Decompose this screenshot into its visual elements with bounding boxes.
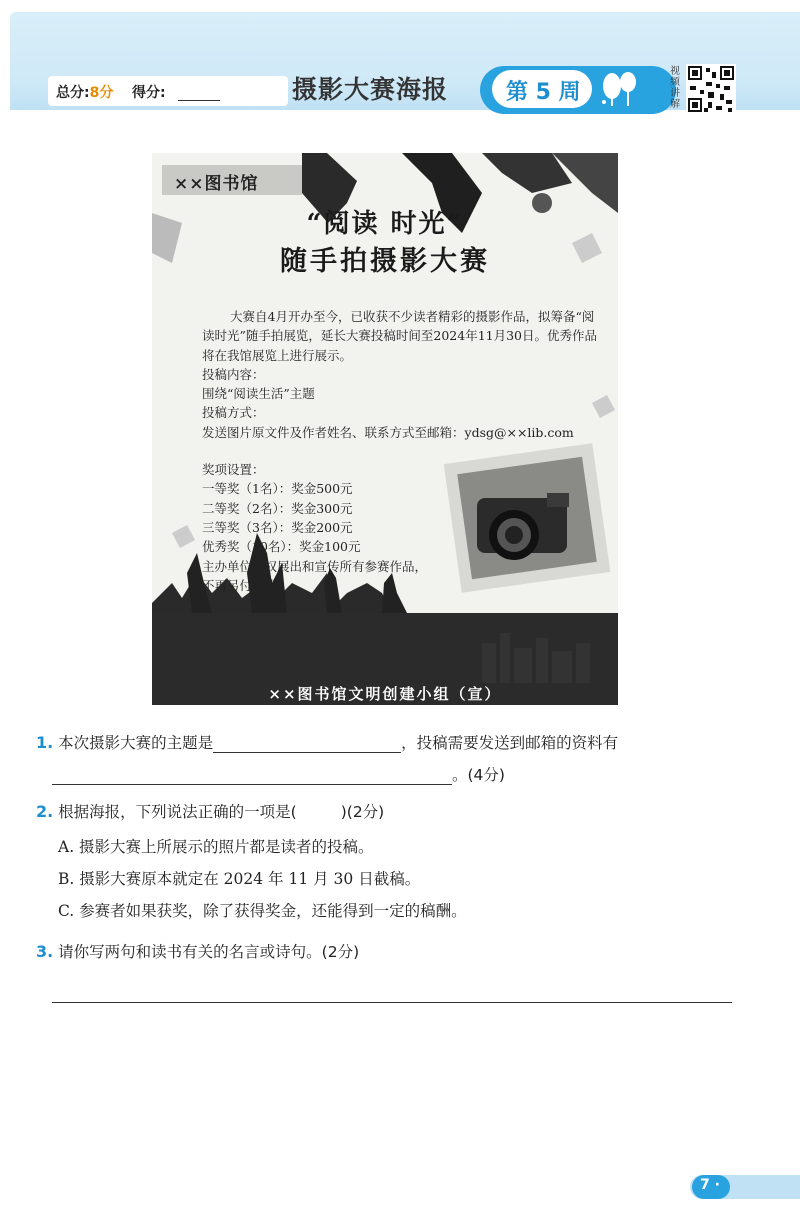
poster-method-label: 投稿方式： <box>202 405 265 421</box>
poster-prize-label: 奖项设置： <box>202 462 265 478</box>
score-blank[interactable] <box>178 100 220 101</box>
qr-code-icon[interactable] <box>686 64 736 114</box>
question-number: 1. <box>36 733 54 752</box>
question-1 <box>36 731 618 753</box>
answer-line[interactable] <box>52 1002 732 1003</box>
question-score: (2分) <box>321 943 360 961</box>
poster-footer-text: ××图书馆文明创建小组（宣） <box>268 685 502 703</box>
poster-method-value: 发送图片原文件及作者姓名、联系方式至邮箱：ydsg@××lib.com <box>202 424 574 440</box>
poster-content-label: 投稿内容： <box>202 366 265 382</box>
week-label: 第 5 周 <box>506 80 581 105</box>
poster-note-line2: 不再另付稿酬。 <box>202 577 290 593</box>
poster-prize: 三等奖（3名）：奖金200元 <box>202 519 353 535</box>
page-title: 摄影大赛海报 <box>292 75 449 104</box>
poster-title-line2: 随手拍摄影大赛 <box>280 246 490 277</box>
score-label: 得分: <box>132 85 166 101</box>
question-number: 3. <box>36 942 54 961</box>
poster-tag <box>162 165 302 195</box>
qr-label: 视频讲解 <box>670 66 680 110</box>
answer-blank[interactable] <box>52 766 452 785</box>
question-text: 请你写两句和读书有关的名言或诗句。 <box>58 943 322 961</box>
poster <box>152 153 618 705</box>
poster-prize: 二等奖（2名）：奖金300元 <box>202 500 353 516</box>
answer-slot[interactable] <box>297 803 341 821</box>
question-number: 2. <box>36 802 54 821</box>
poster-content-value: 围绕“阅读生活”主题 <box>202 386 315 402</box>
page-number: 7 · <box>700 1177 720 1193</box>
trees-icon <box>598 72 642 108</box>
poster-prize: 优秀奖（10名）：奖金100元 <box>202 539 361 555</box>
question-2 <box>36 800 384 822</box>
question-score: 。(4分) <box>452 766 505 784</box>
poster-intro: 大赛自4月开办至今，已收获不少读者精彩的摄影作品，拟筹备“阅读时光”随手拍展览，延长大赛投稿时间至2024年11月30日。优秀作品将在我馆展览上进行展示。 <box>202 309 598 363</box>
poster-tag-text: ××图书馆 <box>174 174 259 194</box>
poster-footer <box>152 681 618 705</box>
poster-note-line1: 主办单位有权展出和宣传所有参赛作品， <box>202 558 428 574</box>
answer-blank[interactable] <box>213 734 401 753</box>
question-score: )(2分) <box>340 803 385 821</box>
question-text: 本次摄影大赛的主题是 <box>58 734 214 752</box>
poster-title-line1: “阅读 时光” <box>306 209 464 239</box>
question-text: ，投稿需要发送到邮箱的资料有 <box>401 734 619 752</box>
option-b: B. 摄影大赛原本就定在 2024 年 11 月 30 日截稿。 <box>58 870 421 888</box>
option-a: A. 摄影大赛上所展示的照片都是读者的投稿。 <box>58 838 374 856</box>
poster-body <box>202 307 618 595</box>
question-3 <box>36 940 359 962</box>
poster-prize: 一等奖（1名）：奖金500元 <box>202 481 353 497</box>
option-c: C. 参赛者如果获奖，除了获得奖金，还能得到一定的稿酬。 <box>58 902 467 920</box>
page-header <box>0 0 800 122</box>
question-text: 根据海报，下列说法正确的一项是( <box>58 803 297 821</box>
total-score: 总分:8分 <box>56 85 114 101</box>
total-score-value: 8分 <box>89 85 114 101</box>
question-1-line2 <box>52 763 505 785</box>
